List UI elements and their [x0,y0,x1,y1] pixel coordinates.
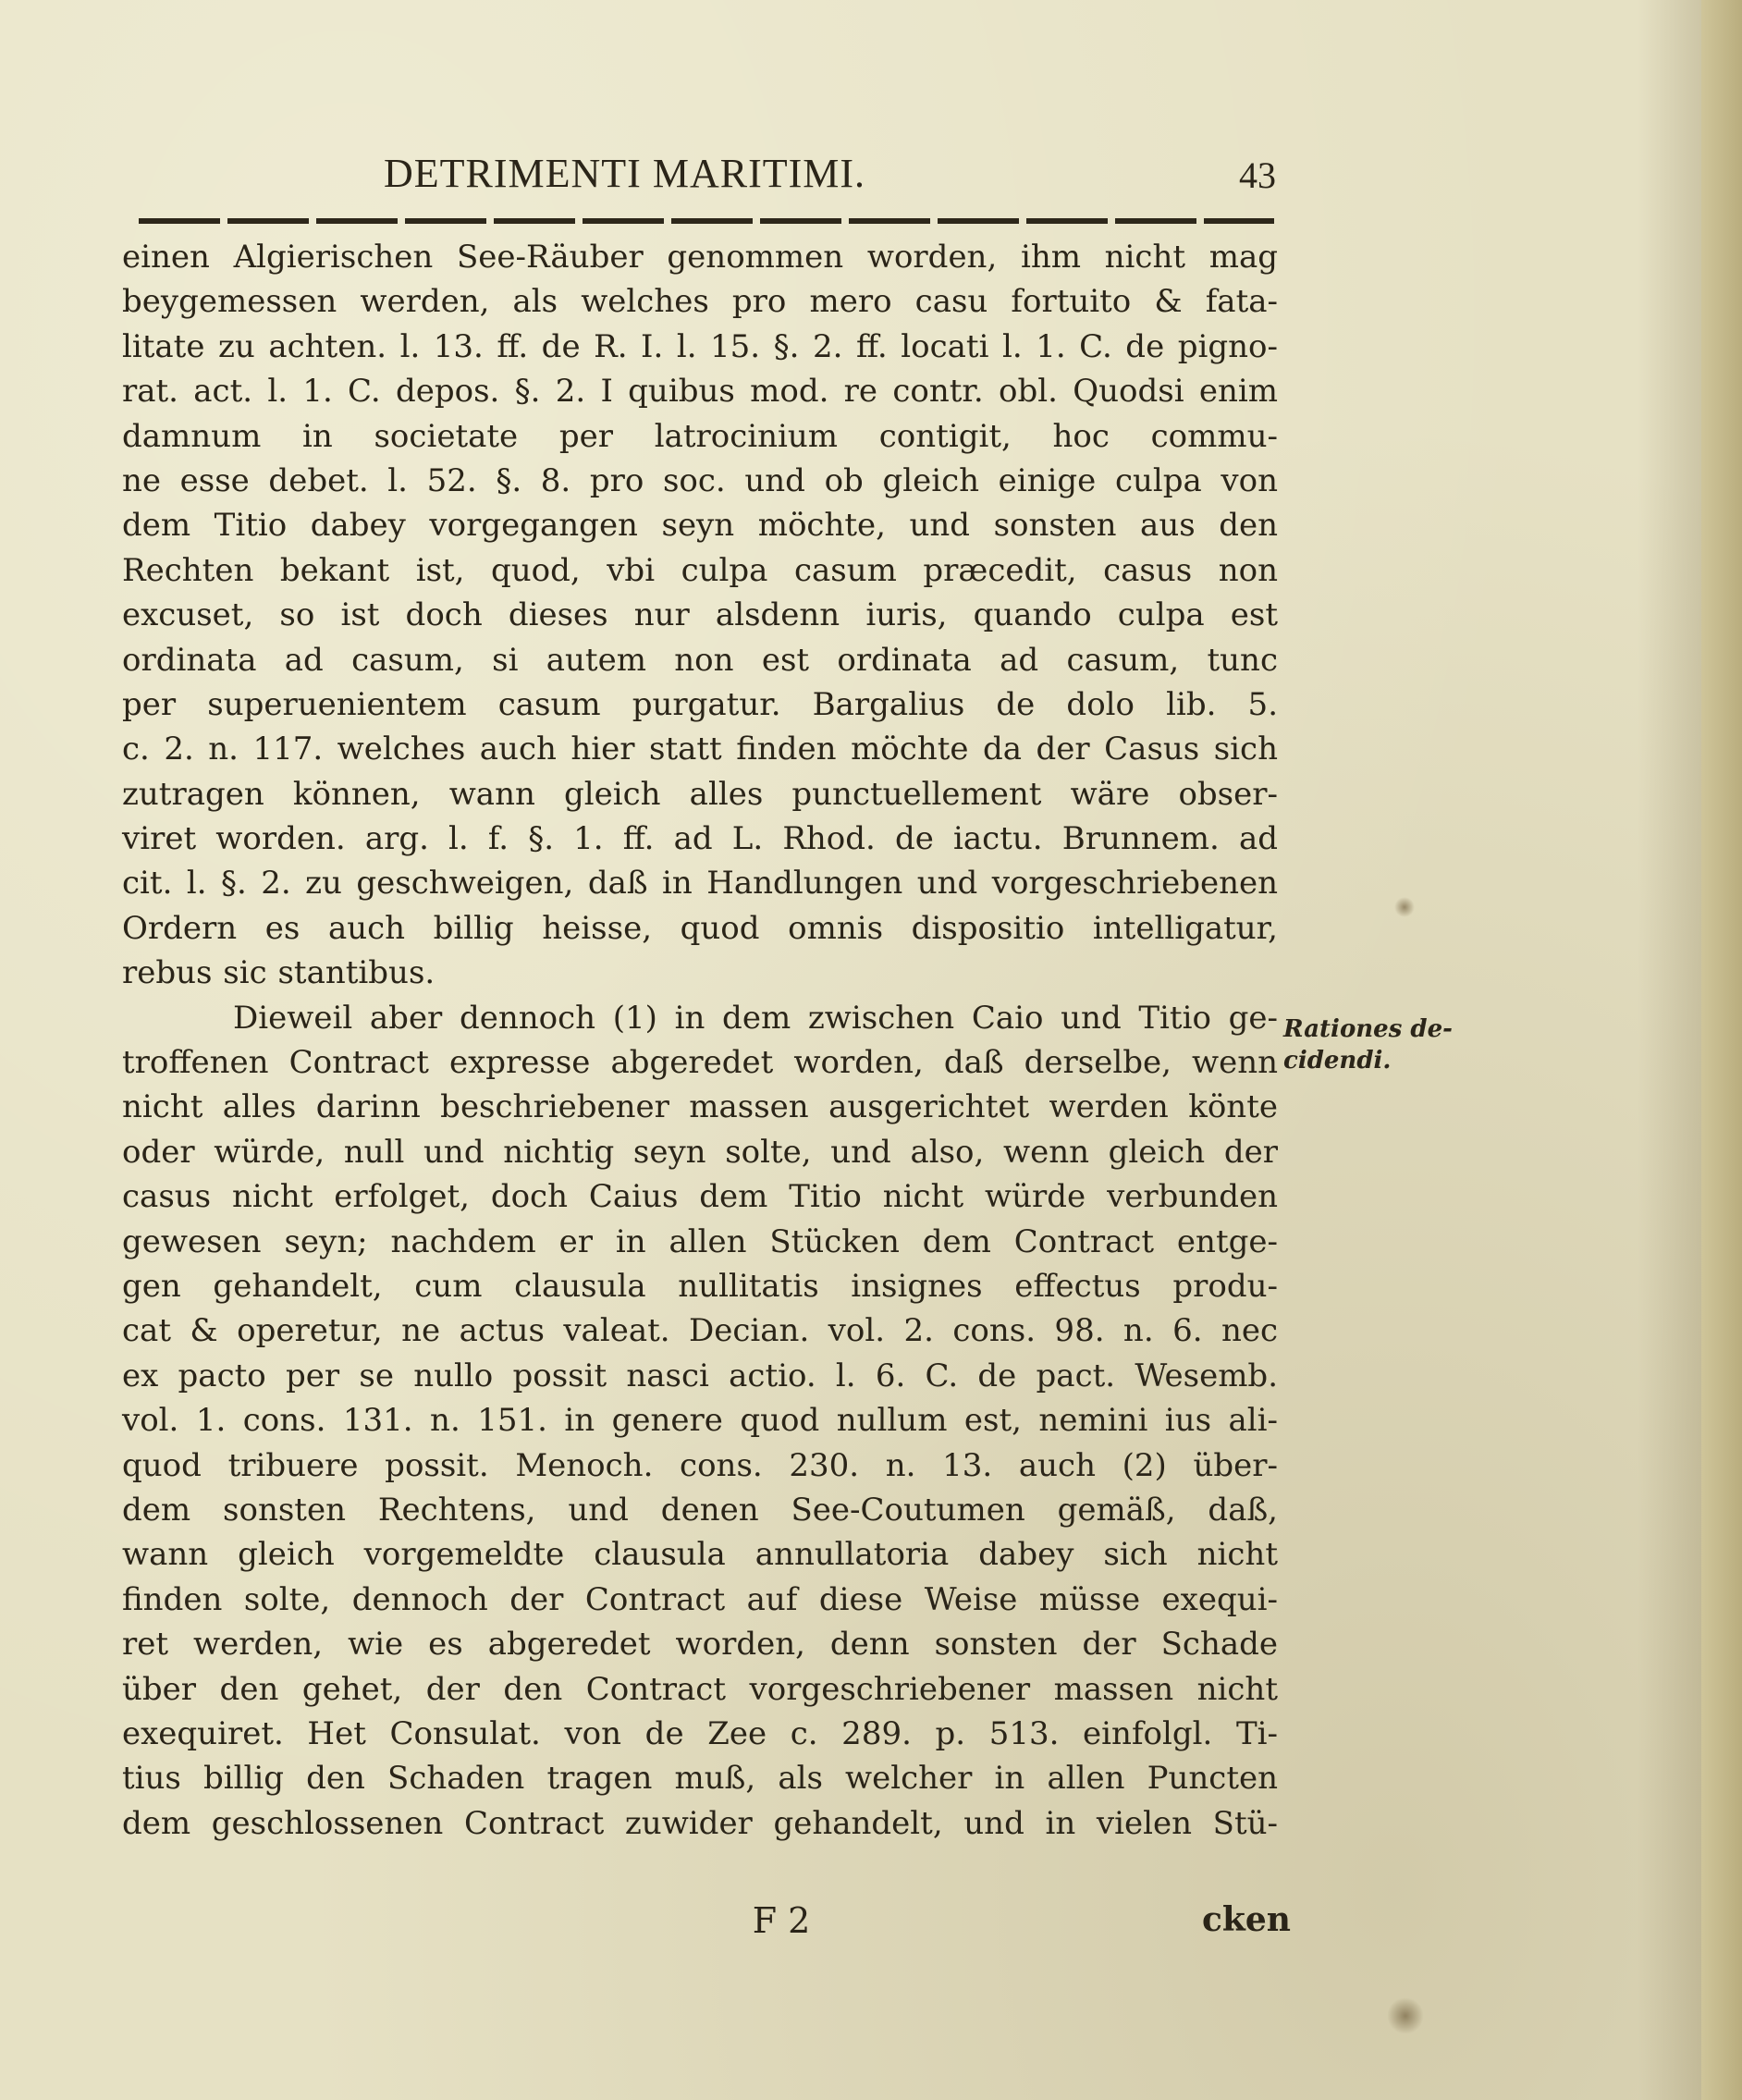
text-line: dem sonsten Rechtens, und denen See-Coutumen gemäß, daß, [122,1491,1278,1529]
text-line: oder würde, null und nichtig seyn solte, und also, wenn gleich der [122,1133,1278,1171]
text-line: ordinata ad casum, si autem non est ordinata ad casum, tunc [122,641,1278,679]
text-line: ne esse debet. l. 52. §. 8. pro soc. und ob gleich einige culpa von [122,461,1278,499]
text-line: cat & operetur, ne actus valeat. Decian. vol. 2. cons. 98. n. 6. nec [122,1312,1278,1350]
text-line: damnum in societate per latrocinium contigit, hoc commu- [122,417,1278,455]
running-title: DETRIMENTI MARITIMI. [384,151,866,196]
text-line: rebus sic stantibus. [122,954,436,992]
page-number: 43 [1239,154,1276,196]
text-line: viret worden. arg. l. f. §. 1. ff. ad L. Rhod. de iactu. Brunnem. ad [122,820,1278,858]
text-line: exequiret. Het Consulat. von de Zee c. 289. p. 513. einfolgl. Ti- [122,1714,1278,1752]
text-line: nicht alles darinn beschriebener massen ausgerichtet werden könte [122,1088,1278,1126]
text-line: wann gleich vorgemeldte clausula annullatoria dabey sich nicht [122,1536,1278,1574]
header-rule [139,218,1274,224]
text-line: Rechten bekant ist, quod, vbi culpa casum præcedit, casus non [122,551,1278,589]
text-line: tius billig den Schaden tragen muß, als welcher in allen Puncten [122,1760,1278,1798]
text-line: casus nicht erfolget, doch Caius dem Titio nicht würde verbunden [122,1178,1278,1216]
text-line: Ordern es auch billig heisse, quod omnis dispositio intelligatur, [122,909,1278,947]
page-edge [1701,0,1742,2100]
text-line: quod tribuere possit. Menoch. cons. 230. n. 13. auch (2) über- [122,1446,1278,1484]
text-line: ex pacto per se nullo possit nasci actio. l. 6. C. de pact. Wesemb. [122,1357,1278,1394]
text-line: dem Titio dabey vorgegangen seyn möchte, und sonsten aus den [122,507,1278,545]
paper-stain [1394,897,1415,917]
text-line: litate zu achten. l. 13. ff. de R. I. l. 15. §. 2. ff. locati l. 1. C. de pigno- [122,327,1278,365]
text-line: rat. act. l. 1. C. depos. §. 2. I quibus mod. re contr. obl. Quodsi enim [122,373,1278,411]
text-line: über den gehet, der den Contract vorgeschriebener massen nicht [122,1670,1278,1708]
margin-note-line: Rationes de- [1283,1015,1453,1043]
text-line: excuset, so ist doch dieses nur alsdenn iuris, quando culpa est [122,596,1278,634]
text-line: zutragen können, wann gleich alles punctuellement wäre obser- [122,775,1278,813]
catchword: cken [1202,1900,1291,1939]
text-line: dem geschlossenen Contract zuwider gehandelt, und in vielen Stü- [122,1804,1278,1842]
text-line: per superuenientem casum purgatur. Bargalius de dolo lib. 5. [122,685,1278,723]
text-line: beygemessen werden, als welches pro mero casu fortuito & fata- [122,283,1278,321]
text-line: gen gehandelt, cum clausula nullitatis insignes effectus produ- [122,1267,1278,1305]
text-line: einen Algierischen See-Räuber genommen worden, ihm nicht mag [122,239,1278,276]
text-line: ret werden, wie es abgeredet worden, denn sonsten der Schade [122,1626,1278,1664]
text-line: troffenen Contract expresse abgeredet worden, daß derselbe, wenn [122,1044,1278,1082]
page-header [120,150,1276,205]
paper-stain [1387,1997,1424,2034]
text-line: gewesen seyn; nachdem er in allen Stücken dem Contract entge- [122,1222,1278,1260]
text-line: c. 2. n. 117. welches auch hier statt finden möchte da der Casus sich [122,731,1278,768]
margin-note [1283,1013,1468,1076]
signature-mark: F 2 [752,1900,811,1941]
text-line: Dieweil aber dennoch (1) in dem zwischen Caio und Titio ge- [233,999,1278,1037]
body-text [122,235,1278,1846]
text-line: cit. l. §. 2. zu geschweigen, daß in Handlungen und vorgeschriebenen [122,865,1278,903]
margin-note-line: cidendi. [1283,1047,1392,1075]
text-line: finden solte, dennoch der Contract auf diese Weise müsse exequi- [122,1580,1278,1618]
text-line: vol. 1. cons. 131. n. 151. in genere quod nullum est, nemini ius ali- [122,1402,1278,1440]
